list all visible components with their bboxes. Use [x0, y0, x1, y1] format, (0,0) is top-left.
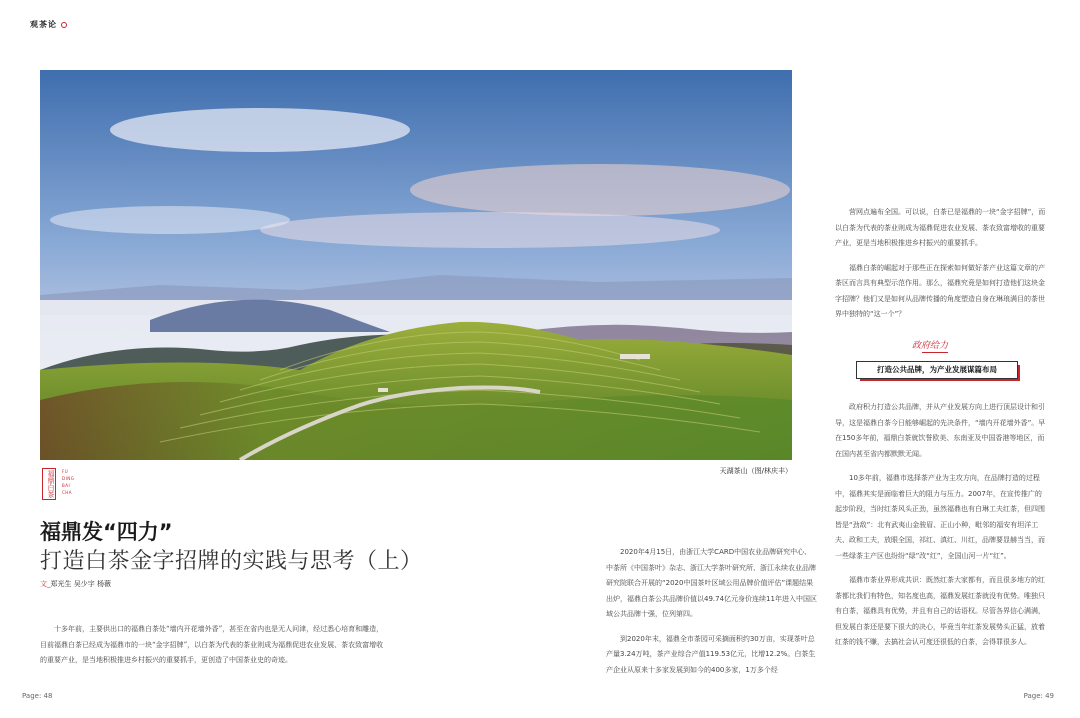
article-title: 福鼎发“四力” — [40, 520, 173, 544]
page-number-right: Page: 49 — [1023, 692, 1054, 700]
article-subtitle: 打造白茶金字招牌的实践与思考（上） — [40, 549, 423, 574]
body-column-2 — [835, 205, 1047, 332]
body-column-1 — [606, 545, 818, 687]
paragraph: 到2020年末，福鼎全市茶园可采摘面积约30万亩，实现茶叶总产量3.24万吨，茶产业综合产值119.53亿元，比增12.2%。白茶生产企业从原来十多家发展到如今的400多家，1万多个经 — [606, 634, 816, 674]
section-tag: 政府给力 — [912, 341, 949, 351]
section-tag-underline — [922, 352, 948, 353]
column-pinyin — [62, 468, 74, 500]
article-intro: 十多年前，主要供出口的福鼎白茶处“墙内开花墙外香”，甚至在省内也是无人问津，经过悉心培育和雕造，目前福鼎白茶已经成为福鼎市的一块“金字招牌”，以白茶为代表的茶业则成为福鼎促进农业发展、茶农致富增收的重要产业，是当地积极推进乡村振兴的重要抓手，更创造了中国茶业史的奇迹。 — [40, 625, 384, 664]
paragraph: 营网点遍布全国。可以说，白茶已是福鼎的一块“金字招牌”，而以白茶为代表的茶业则成为福鼎促进农业发展、茶农致富增收的重要产业，更是当地积极推进乡村振兴的重要抓手。 — [835, 208, 1046, 247]
byline — [40, 579, 111, 589]
pinyin-2: DING — [62, 476, 75, 481]
paragraph: 福鼎白茶的崛起对于那些正在探索如何做好茶产业这篇文章的产茶区而言具有典型示范作用。那么，福鼎究竟是如何打造他们这块金字招牌？他们又是如何从品牌传播的角度塑造自身在琳琅满目的茶世界中独特的“这一个”？ — [835, 263, 1045, 318]
column-tag — [42, 468, 74, 500]
byline-authors: 郑光生 吴少宇 杨薇 — [50, 580, 111, 588]
body-column-3 — [835, 400, 1047, 660]
page-number-left: Page: 48 — [22, 692, 53, 700]
byline-prefix: 文_ — [40, 580, 51, 588]
paragraph: 政府积力打造公共品牌，并从产业发展方向上进行顶层设计和引导，这是福鼎白茶今日能够崛起的先决条件，“墙内开花墙外香”。早在150多年前，福鼎白茶就饮誉欧美、东南亚及中国香港等地区，而在国内甚至省内都默默无闻。 — [835, 403, 1046, 458]
paragraph: 2020年4月15日，由浙江大学CARD中国农业品牌研究中心、中茶所《中国茶叶》杂志、浙江大学茶叶研究所、浙江永续农业品牌研究院联合开展的“2020中国茶叶区域公用品牌价值评估”课题结果出炉，福鼎白茶公共品牌价值以49.74亿元身价连续11年进入中国区域公共品牌十强，位列第四。 — [606, 548, 817, 618]
paragraph: 福鼎市茶业界形成共识：既然红茶大家都有，而且很多地方的红茶都比我们有特色，知名度也高，福鼎发展红茶就没有优势。唯独只有白茶，福鼎具有优势，并且有自己的话语权。尽管各界信心满满，但发展白茶还是要下很大的决心，毕竟当年红茶发展势头正猛，放着红茶的钱不赚，去搞社会认可度还很低的白茶，会得罪很多人。 — [835, 576, 1045, 646]
tea-mountain-photo — [40, 70, 792, 460]
column-header — [30, 19, 67, 30]
pinyin-4: CHA — [62, 490, 73, 495]
section-title: 打造公共品牌，为产业发展谋篇布局 — [856, 361, 1018, 379]
column-name: 观茶论 — [30, 20, 57, 29]
pinyin-3: BAI — [62, 483, 71, 488]
photo-caption: 天湖茶山（图/林庆丰） — [719, 467, 792, 475]
column-vertical-label: 福鼎白茶 — [42, 468, 56, 500]
circle-icon — [61, 22, 67, 28]
pinyin-1: FU — [62, 469, 69, 474]
paragraph: 10多年前，福鼎市选择茶产业为主攻方向，在品牌打造的过程中，福鼎其实是面临着巨大的阻力与压力。2007年，在宣传推广的起步阶段，当时红茶风头正劲，虽然福鼎也有白琳工夫红茶，但四围皆是“劲敌”：北有武夷山金骏眉、正山小种，毗邻的福安有坦洋工夫、政和工夫，放眼全国，祁红、滇红、川红，品牌要显赫当当，而一些绿茶主产区也纷纷“绿”改“红”，全国山河一片“红”。 — [835, 474, 1045, 560]
